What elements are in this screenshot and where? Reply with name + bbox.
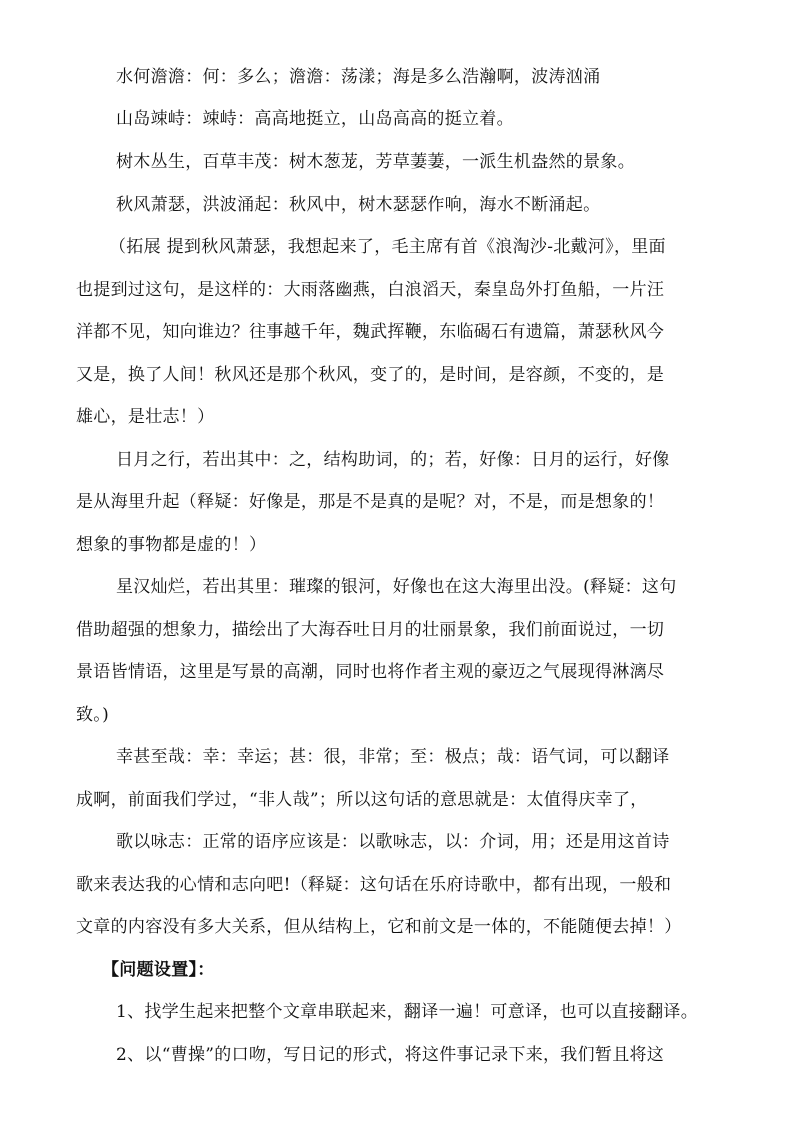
paragraph-line: 景语皆情语，这里是写景的高潮，同时也将作者主观的豪迈之气展现得淋漓尽 <box>76 662 665 682</box>
paragraph-line: 日月之行，若出其中：之，结构助词，的；若，好像：日月的运行，好像 <box>116 450 670 470</box>
paragraph-line: 致。) <box>76 705 110 725</box>
paragraph-line: 借助超强的想象力，描绘出了大海吞吐日月的壮丽景象，我们前面说过，一切 <box>76 620 665 640</box>
paragraph-line: 也提到过这句，是这样的：大雨落幽燕，白浪滔天，秦皇岛外打鱼船，一片汪 <box>76 280 665 300</box>
paragraph-line: 水何澹澹：何：多么；澹澹：荡漾；海是多么浩瀚啊，波涛汹涌 <box>116 67 601 87</box>
paragraph-line: 洋都不见，知向谁边？往事越千年，魏武挥鞭，东临碣石有遗篇，萧瑟秋风今 <box>76 322 665 342</box>
paragraph-line: 歌以咏志：正常的语序应该是：以歌咏志，以：介词，用；还是用这首诗 <box>116 832 670 852</box>
paragraph-line: 想象的事物都是虚的！） <box>76 535 267 555</box>
numbered-item: 2、以“曹操”的口吻，写日记的形式，将这件事记录下来，我们暂且将这 <box>116 1045 665 1065</box>
paragraph-line: 是从海里升起（释疑：好像是，那是不是真的是呢？对，不是，而是想象的！ <box>76 492 665 512</box>
paragraph-line: 又是，换了人间！秋风还是那个秋风，变了的，是时间，是容颜，不变的，是 <box>76 365 665 385</box>
paragraph-line: 歌来表达我的心情和志向吧!（释疑：这句话在乐府诗歌中，都有出现，一般和 <box>76 875 672 895</box>
paragraph-line: 文章的内容没有多大关系，但从结构上，它和前文是一体的，不能随便去掉！） <box>76 917 682 937</box>
paragraph-line: 秋风萧瑟，洪波涌起：秋风中，树木瑟瑟作响，海水不断涌起。 <box>116 195 601 215</box>
paragraph-line: 雄心，是壮志！） <box>76 407 215 427</box>
numbered-item: 1、找学生起来把整个文章串联起来，翻译一遍！可意译，也可以直接翻译。 <box>116 1002 699 1022</box>
section-heading: 【问题设置】： <box>102 960 215 980</box>
paragraph-line: （拓展 提到秋风萧瑟，我想起来了，毛主席有首《浪淘沙-北戴河》，里面 <box>109 237 666 257</box>
paragraph-line: 星汉灿烂，若出其里：璀璨的银河，好像也在这大海里出没。(释疑：这句 <box>116 577 677 597</box>
paragraph-line: 成啊，前面我们学过，“非人哉”；所以这句话的意思就是：太值得庆幸了， <box>76 790 648 810</box>
paragraph-line: 幸甚至哉：幸：幸运；甚：很，非常；至：极点；哉：语气词，可以翻译 <box>116 747 670 767</box>
paragraph-line: 树木丛生，百草丰茂：树木葱茏，芳草萋萋，一派生机盎然的景象。 <box>116 152 635 172</box>
paragraph-line: 山岛竦峙：竦峙：高高地挺立，山岛高高的挺立着。 <box>116 109 514 129</box>
